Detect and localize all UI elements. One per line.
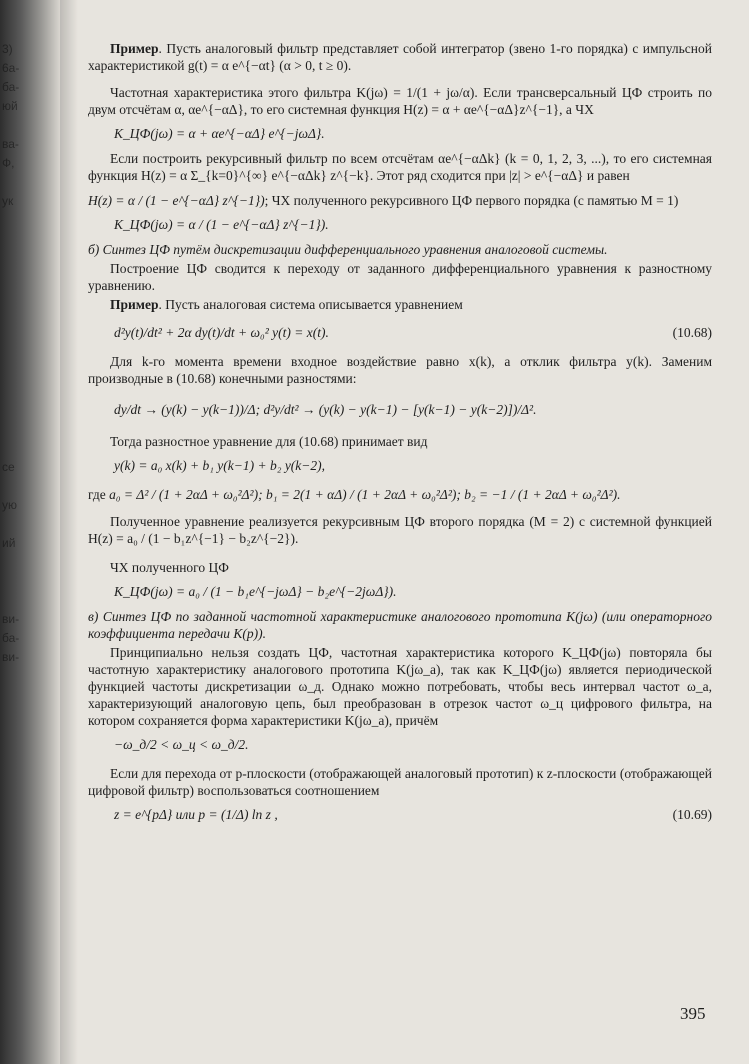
paragraph-text: . Пусть аналоговая система описывается уравнением — [158, 297, 463, 312]
paragraph-coefficients — [88, 486, 712, 503]
gutter-line — [2, 382, 28, 401]
formula-differences — [88, 389, 712, 429]
gutter-line — [2, 363, 28, 382]
example-label: Пример — [110, 297, 159, 312]
formula-kcf-transversal — [88, 120, 712, 146]
formula-text: K_ЦФ(jω) = α + αe^{−αΔ} e^{−jωΔ}. — [114, 125, 325, 141]
gutter-line — [2, 116, 28, 135]
gutter-line: ий — [2, 536, 16, 550]
formula-text: K_ЦФ(jω) = α / (1 − e^{−αΔ} z^{−1}). — [114, 216, 329, 232]
gutter-line: 6a- — [2, 61, 20, 75]
paragraph-recursive-filter — [88, 150, 712, 184]
gutter-line — [2, 420, 28, 439]
gutter-line: ук — [2, 194, 14, 208]
gutter-line: юй — [2, 99, 18, 113]
gutter-line — [2, 477, 28, 496]
gutter-line — [2, 401, 28, 420]
gutter-line — [2, 553, 28, 572]
gutter-line — [2, 439, 28, 458]
paragraph-finite-differences: Для k-го момента времени входное воздействие равно x(k), а отклик фильтра y(k). Заменим производные в (10.68) конечными разностями: — [88, 354, 712, 386]
formula-text: dy/dt → (y(k) − y(k−1))/Δ; d²y/dt² → (y(k) − y(k−1) − [y(k−1) − y(k−2)])/Δ². — [114, 401, 537, 417]
paragraph-example-integrator — [88, 40, 712, 74]
formula-difference-equation — [88, 452, 712, 478]
formula-text: z = e^{pΔ} или p = (1/Δ) ln z , — [114, 806, 278, 822]
equation-10-68 — [88, 315, 712, 349]
paragraph-transition: Если для перехода от p-плоскости (отображающей аналоговый прототип) к z-плоскости (отображающей цифровой фильтр) воспользоваться соотношением — [88, 766, 712, 798]
formula-kcf-second-order — [88, 578, 712, 604]
paragraph-example-analog — [88, 296, 712, 313]
paragraph-construction: Построение ЦФ сводится к переходу от заданного дифференциального уравнения к разностному уравнению. — [88, 261, 712, 293]
formula-kcf-recursive — [88, 211, 712, 237]
gutter-line — [2, 591, 28, 610]
gutter-line: ва- — [2, 137, 19, 151]
gutter-line: 3) — [2, 42, 13, 56]
formula-text: −ω_д/2 < ω_ц < ω_д/2. — [114, 736, 249, 752]
page-number: 395 — [680, 1004, 706, 1023]
gutter-line: ви- — [2, 612, 20, 626]
paragraph-kcf-label: ЧХ полученного ЦФ — [110, 560, 229, 575]
paragraph-frequency-response — [88, 84, 712, 118]
paragraph-text: ; ЧХ полученного рекурсивного ЦФ первого порядка (с памятью M = 1) — [264, 193, 679, 208]
paragraph-principle: Принципиально нельзя создать ЦФ, частотная характеристика которого K_ЦФ(jω) повторяла бы частотную характеристику аналогового прототипа K(jω_a), так как K_ЦФ(jω) является периодической функцией частоты дискретизации ω_д. Однако можно потребовать, чтобы весь интервал частот ω_a, характеризующий аналоговую цепь, был преобразован в отрезок частот ω_ц цифрового фильтра, на котором сохраняется форма характеристики K(jω_a), причём — [88, 645, 712, 728]
gutter-line — [2, 268, 28, 287]
gutter-line — [2, 287, 28, 306]
gutter-line — [2, 515, 28, 534]
formula-text: y(k) = a₀ x(k) + b₁ y(k−1) + b₂ y(k−2), — [114, 457, 326, 473]
formula-text: a₀ = Δ² / (1 + 2αΔ + ω₀²Δ²); b₁ = 2(1 + αΔ) / (1 + 2αΔ + ω₀²Δ²); b₂ = −1 / (1 + 2αΔ + ω₀²Δ²). — [109, 487, 621, 502]
where-label: где — [88, 487, 106, 502]
paragraph-text: Частотная характеристика этого фильтра K(jω) = 1/(1 + jω/α). Если трансверсальный ЦФ строить по двум отсчётам α, αe^{−αΔ}, то его системная функция H(z) = α + αe^{−αΔ}z^{−1}, а ЧХ — [88, 85, 712, 117]
gutter-line — [2, 211, 28, 230]
gutter-line — [2, 344, 28, 363]
gutter-line — [2, 173, 28, 192]
formula-frequency-range — [88, 731, 712, 757]
formula-text: K_ЦФ(jω) = a₀ / (1 − b₁e^{−jωΔ} − b₂e^{−2jωΔ}). — [114, 583, 397, 599]
equation-number: (10.68) — [672, 324, 712, 340]
formula-text: d²y(t)/dt² + 2α dy(t)/dt + ω₀² y(t) = x(t). — [114, 324, 329, 340]
equation-number: (10.69) — [672, 806, 712, 822]
gutter-line: ую — [2, 498, 17, 512]
paragraph-text: . Пусть аналоговый фильтр представляет собой интегратор (звено 1-го порядка) с импульсной характеристикой g(t) = α e^{−αt} (α > 0, t ≥ 0). — [88, 41, 712, 73]
paragraph-second-order: Полученное уравнение реализуется рекурсивным ЦФ второго порядка (M = 2) с системной функцией H(z) = a₀ / (1 − b₁z^{−1} − b₂z^{−2}). — [88, 514, 712, 546]
paragraph-h-sum — [88, 192, 712, 209]
paragraph-difference-equation: Тогда разностное уравнение для (10.68) принимает вид — [110, 434, 428, 449]
section-heading-c: в) Синтез ЦФ по заданной частотной характеристике аналогового прототипа K(jω) (или операторного коэффициента передачи K(p)). — [88, 609, 712, 641]
gutter-line — [2, 572, 28, 591]
page-curl-shadow — [60, 0, 78, 1064]
section-heading-b: б) Синтез ЦФ путём дискретизации дифференциального уравнения аналоговой системы. — [88, 242, 608, 257]
gutter-line — [2, 249, 28, 268]
gutter-line: ви- — [2, 650, 20, 664]
equation-10-69 — [88, 801, 712, 827]
formula-text: H(z) = α / (1 − e^{−αΔ} z^{−1}) — [88, 193, 265, 208]
paragraph-text: Если построить рекурсивный фильтр по всем отсчётам αe^{−αΔk} (k = 0, 1, 2, 3, ...), то его системная функция H(z) = α Σ_{k=0}^{∞} e^{−αΔk} z^{−k}. Этот ряд сходится при |z| > e^{−αΔ} и равен — [88, 151, 712, 183]
example-label: Пример — [110, 41, 159, 56]
gutter-line — [2, 325, 28, 344]
gutter-line — [2, 306, 28, 325]
gutter-line: ба- — [2, 631, 20, 645]
gutter-line: ба- — [2, 80, 20, 94]
gutter-line: Ф, — [2, 156, 15, 170]
book-page — [88, 40, 712, 831]
gutter-line: се — [2, 460, 15, 474]
adjacent-page-fragment — [2, 40, 28, 667]
gutter-line — [2, 230, 28, 249]
